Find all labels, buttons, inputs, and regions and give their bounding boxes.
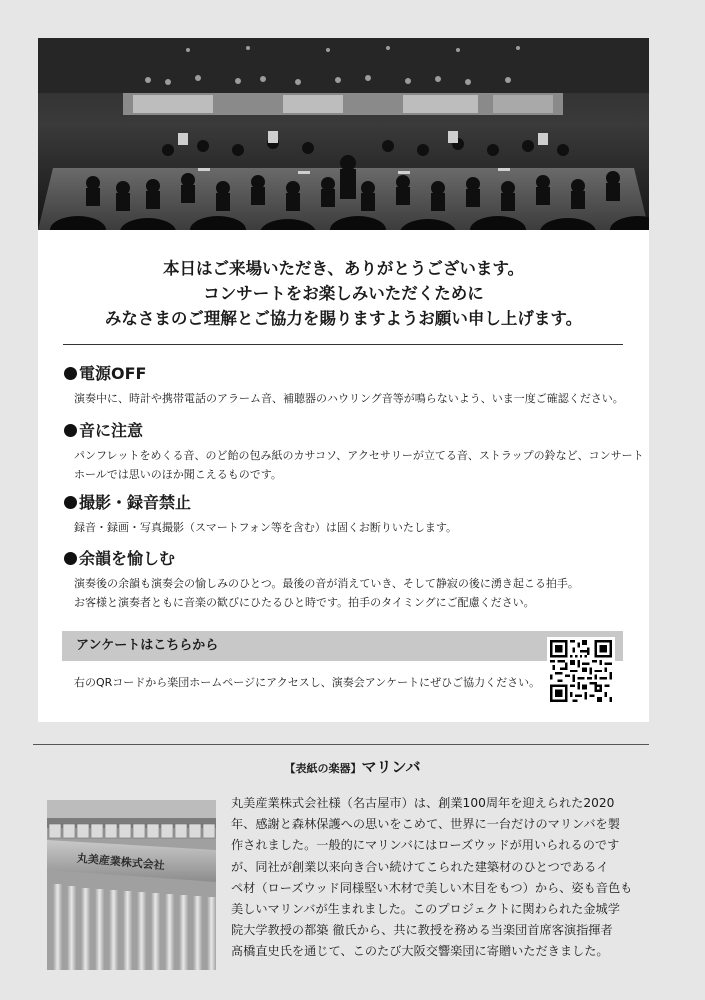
section-title: 音に注意 — [79, 421, 144, 440]
section-text: ホールでは思いのほか聞こえるものです。 — [74, 468, 282, 481]
bullet-icon — [64, 424, 77, 437]
cover-label: 【表紙の楽器】 — [284, 762, 362, 775]
marimba-plate-text: 丸美産業株式会社 — [76, 851, 166, 873]
section-power-off — [64, 363, 634, 408]
divider — [33, 744, 649, 745]
marimba-photo — [47, 800, 216, 970]
description-line: が、同社が創業以来向き合い続けてこられた建築材のひとつであるイ — [231, 859, 609, 874]
section-text: 演奏後の余韻も演奏会の愉しみのひとつ。最後の音が消えていき、そして静寂の後に湧き起こる拍手。 — [74, 577, 579, 590]
bullet-icon — [64, 367, 77, 380]
description-line: 院大学教授の都築 徹氏から、共に教授を務める当楽団首席客演指揮者 — [231, 923, 613, 938]
divider — [63, 344, 623, 345]
survey-header — [62, 631, 623, 661]
description-line: 丸美産業株式会社様（名古屋市）は、創業100周年を迎えられた2020 — [231, 796, 615, 810]
headline-line-3: みなさまのご理解とご協力を賜りますようお願い申し上げます。 — [104, 309, 583, 328]
headline-line-1: 本日はご来場いただき、ありがとうございます。 — [162, 259, 525, 278]
section-title: 電源OFF — [79, 364, 147, 383]
welcome-headline — [38, 256, 649, 331]
concert-etiquette-card — [38, 38, 649, 722]
orchestra-photo — [38, 38, 649, 230]
survey-title: アンケートはこちらから — [76, 638, 219, 653]
marimba-description — [231, 793, 651, 963]
section-noise-caution — [64, 420, 644, 484]
survey-text: 右のQRコードから楽団ホームページにアクセスし、演奏会アンケートにぜひご協力ください。 — [74, 676, 541, 689]
description-line: 髙橋直史氏を通じて、このたび大阪交響楽団に寄贈いただきました。 — [231, 944, 609, 959]
section-enjoy-afterglow — [64, 548, 634, 612]
headline-line-2: コンサートをお楽しみいただくために — [203, 284, 484, 303]
section-text: 演奏中に、時計や携帯電話のアラーム音、補聴器のハウリング音等が鳴らないよう、いま一度ご確認ください。 — [74, 392, 624, 405]
section-no-recording — [64, 492, 634, 537]
section-text: 録音・録画・写真撮影（スマートフォン等を含む）は固くお断りいたします。 — [74, 521, 458, 534]
section-title: 余韻を愉しむ — [79, 549, 176, 568]
section-text: お客様と演奏者ともに音楽の歓びにひたるひと時です。拍手のタイミングにご配慮ください。 — [74, 596, 535, 609]
section-text: パンフレットをめくる音、のど飴の包み紙のカサコソ、アクセサリーが立てる音、ストラップの鈴など、コンサート — [74, 449, 644, 462]
bullet-icon — [64, 496, 77, 509]
description-line: 年、感謝と森林保護への思いをこめて、世界に一台だけのマリンバを製 — [231, 817, 620, 832]
instrument-name: マリンバ — [361, 758, 421, 776]
cover-instrument-title — [0, 757, 705, 779]
section-title: 撮影・録音禁止 — [79, 493, 192, 512]
description-line: 作されました。一般的にマリンバにはローズウッドが用いられるのです — [231, 838, 620, 853]
description-line: ペ材（ローズウッド同様堅い木材で美しい木目をもつ）から、姿も音色も — [231, 880, 633, 895]
description-line: 美しいマリンバが生まれました。このプロジェクトに関わられた金城学 — [231, 902, 620, 917]
bullet-icon — [64, 552, 77, 565]
qr-code-icon[interactable] — [547, 637, 615, 705]
